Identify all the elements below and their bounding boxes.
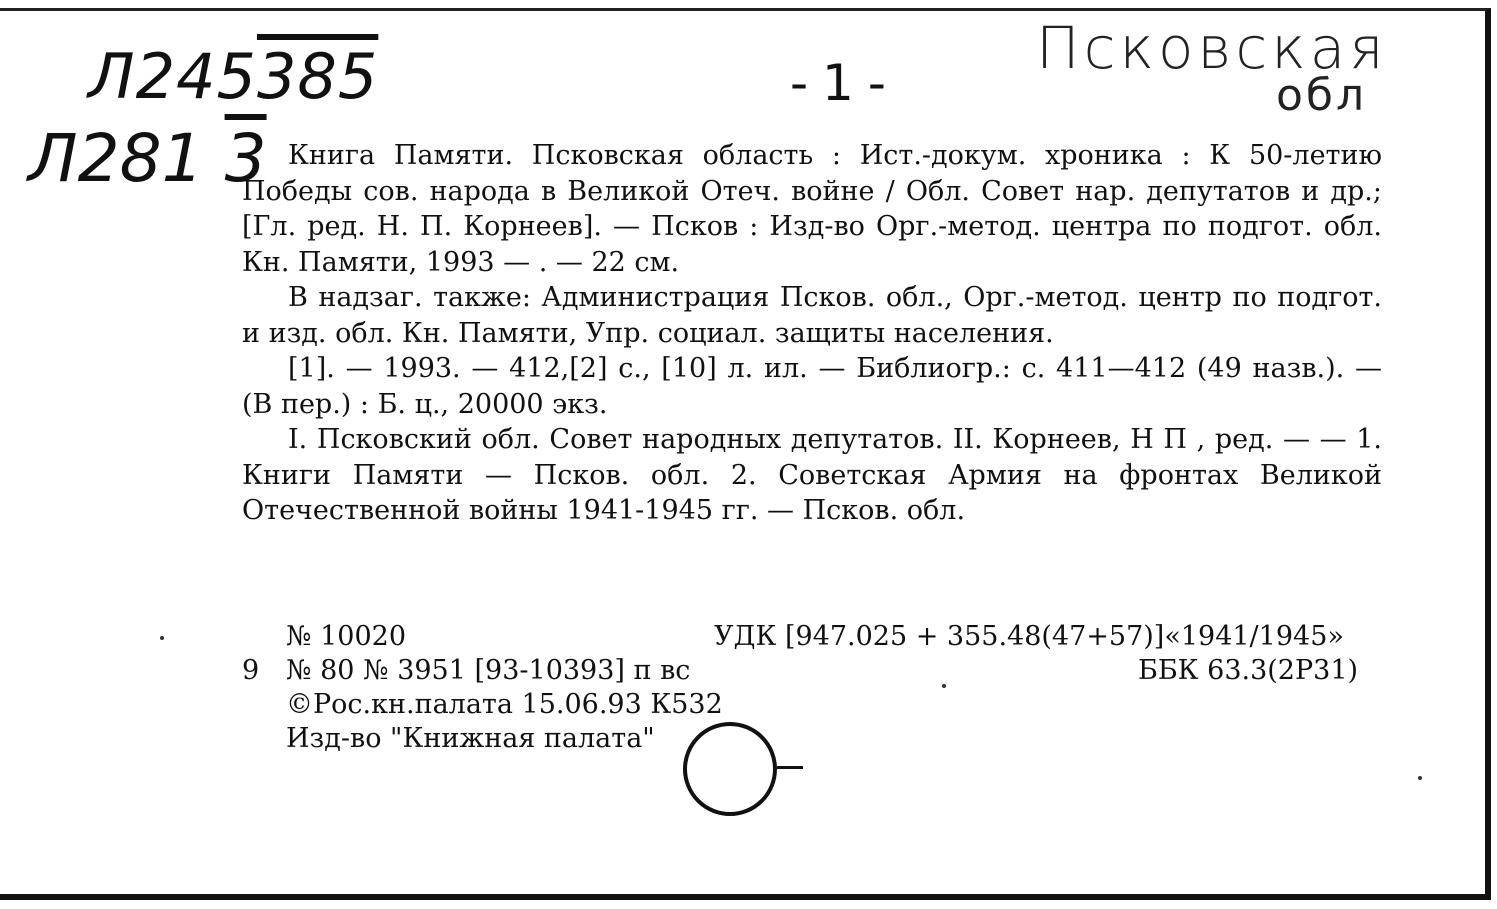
entry-paragraph-subjects: I. Псковский обл. Совет народных депутатов. II. Корнеев, Н П , ред. — — 1. Книги Памяти — Псков. обл. 2. Советская Армия на фронтах Великой Отечественной войны 1941-1945 гг. — Псков. обл. — [242, 424, 1382, 526]
publisher-line: Изд-во "Книжная палата" — [286, 723, 655, 754]
bbk-code: ББК 63.3(2Р31) — [1138, 655, 1359, 686]
handwritten-shelf-mark-2 — [28, 120, 267, 197]
shelf-mark-2-over: 3 — [224, 120, 267, 197]
shelf-mark-1-over: 385 — [256, 40, 379, 113]
page-number: -1- — [790, 54, 900, 112]
paper-speck — [1418, 776, 1422, 780]
udk-code: УДК [947.025 + 355.48(47+57)]«1941/1945» — [714, 621, 1344, 652]
shelf-mark-1-base: Л245 — [88, 40, 257, 113]
copyright-line: ©Рос.кн.палата 15.06.93 К532 — [286, 689, 723, 720]
card-prefix: 9 — [242, 655, 260, 686]
handwritten-shelf-mark-1 — [88, 40, 378, 113]
entry-paragraph-physical: [1]. — 1993. — 412,[2] с., [10] л. ил. — Библиогр.: с. 411—412 (49 назв.). — (В пер.) : Б. ц., 20000 экз. — [242, 353, 1382, 420]
entry-paragraph-note: В надзаг. также: Администрация Псков. обл., Орг.-метод. центр по подгот. и изд. обл. Кн. Памяти, Упр. социал. защиты населения. — [242, 282, 1382, 349]
card-number: № 10020 — [286, 621, 407, 652]
entry-paragraph-title: Книга Памяти. Псковская область : Ист.-докум. хроника : К 50-летию Победы сов. народа в Великой Отеч. войне / Обл. Совет нар. депутатов и др.; [Гл. ред. Н. П. Корнеев]. — Псков : Изд-во Орг.-метод. центра по подгот. обл. Кн. Памяти, 1993 — . — 22 см. — [242, 140, 1382, 278]
stamp-tick-mark — [777, 766, 803, 769]
card-registry-line: № 80 № 3951 [93-10393] п вс — [286, 655, 691, 686]
handwritten-region-line-2: обл — [1276, 70, 1368, 121]
shelf-mark-2-base: Л281 — [28, 120, 204, 197]
circle-stamp-icon — [683, 722, 777, 816]
paper-speck — [942, 684, 946, 688]
bibliographic-entry — [242, 138, 1382, 529]
paper-speck — [160, 636, 164, 640]
handwritten-region-line-1: Псковская — [1036, 14, 1388, 82]
